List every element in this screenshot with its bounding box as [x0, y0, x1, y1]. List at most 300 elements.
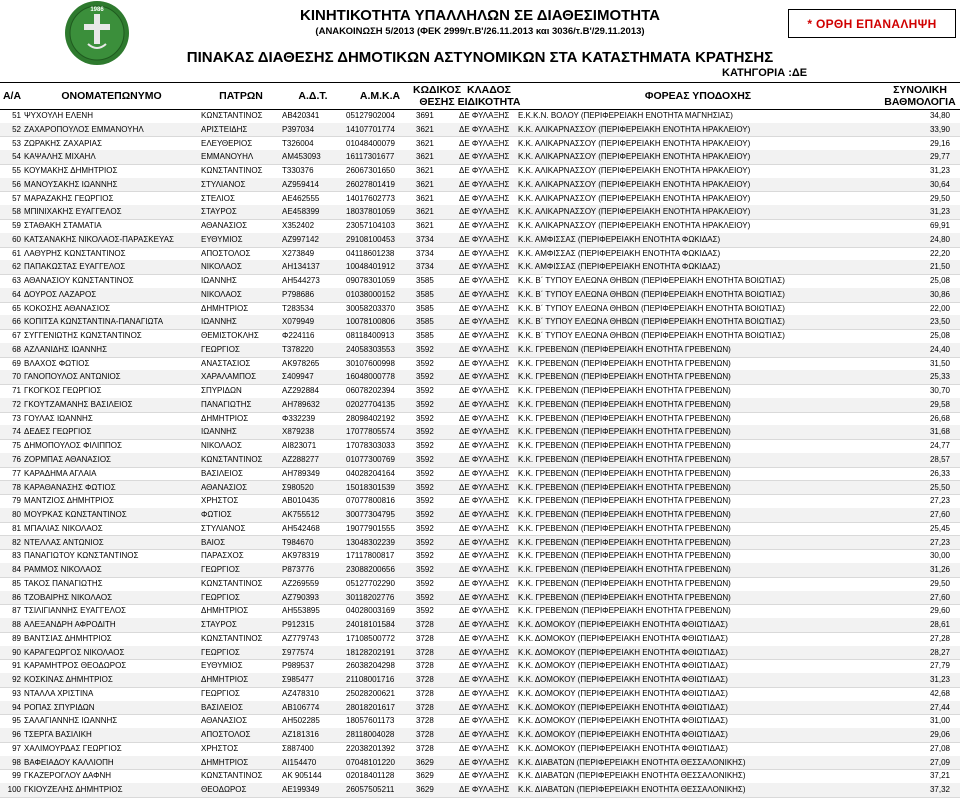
cell-aa: 86 — [12, 592, 21, 602]
cell-agency: Κ.Κ. ΑΛΙΚΑΡΝΑΣΣΟΥ (ΠΕΡΙΦΕΡΕΙΑΚΗ ΕΝΟΤΗΤΑ ΗΡΑΚΛΕΙΟΥ) — [518, 152, 751, 162]
table-row — [0, 536, 960, 551]
cell-position-code: 3629 — [416, 757, 434, 767]
cell-branch: ΔΕ ΦΥΛΑΞΗΣ — [459, 399, 510, 409]
cell-total-score: 25,50 — [929, 482, 950, 492]
cell-amka: 14107701774 — [346, 124, 395, 134]
table-row — [0, 508, 960, 523]
cell-aa: 73 — [12, 413, 21, 423]
cell-adt: Χ352402 — [282, 221, 315, 231]
cell-amka: 28098402192 — [346, 413, 395, 423]
cell-name: ΜΑΝΤΖΙΟΣ ΔΗΜΗΤΡΙΟΣ — [24, 496, 114, 506]
cell-total-score: 25,33 — [929, 372, 950, 382]
cell-name: ΚΑΡΑΔΗΜΑ ΑΓΛΑΙΑ — [24, 468, 97, 478]
table-row — [0, 219, 960, 234]
cell-adt: ΑΙ154470 — [282, 757, 317, 767]
table-row — [0, 288, 960, 303]
cell-adt: Φ332239 — [282, 413, 316, 423]
cell-branch: ΔΕ ΦΥΛΑΞΗΣ — [459, 523, 510, 533]
cell-father: ΑΠΟΣΤΟΛΟΣ — [201, 248, 251, 258]
table-row — [0, 728, 960, 743]
cell-agency: Κ.Κ. ΓΡΕΒΕΝΩΝ (ΠΕΡΙΦΕΡΕΙΑΚΗ ΕΝΟΤΗΤΑ ΓΡΕΒΕΝΩΝ) — [518, 565, 731, 575]
cell-name: ΡΑΜΜΟΣ ΝΙΚΟΛΑΟΣ — [24, 565, 102, 575]
cell-amka: 23088200656 — [346, 565, 395, 575]
cell-aa: 78 — [12, 482, 21, 492]
cell-adt: ΑΗ789349 — [282, 468, 320, 478]
cell-total-score: 28,57 — [929, 455, 950, 464]
table-row — [0, 109, 960, 124]
cell-father: ΔΗΜΗΤΡΙΟΣ — [201, 413, 249, 423]
cell-amka: 08118400913 — [346, 331, 395, 341]
cell-agency: Κ.Κ. Β΄ ΤΥΠΟΥ ΕΛΕΩΝΑ ΘΗΒΩΝ (ΠΕΡΙΦΕΡΕΙΑΚΗ ΕΝΟΤΗΤΑ ΒΟΙΩΤΙΑΣ) — [518, 317, 785, 327]
cell-position-code: 3592 — [416, 537, 434, 547]
cell-amka: 30077304795 — [346, 510, 395, 520]
cell-name: ΜΠΑΛΙΑΣ ΝΙΚΟΛΑΟΣ — [24, 523, 103, 533]
cell-agency: Κ.Κ. ΑΜΦΙΣΣΑΣ (ΠΕΡΙΦΕΡΕΙΑΚΗ ΕΝΟΤΗΤΑ ΦΩΚΙΔΑΣ) — [518, 262, 721, 272]
cell-adt: ΑΕ199349 — [282, 785, 320, 795]
cell-agency: Κ.Κ. ΓΡΕΒΕΝΩΝ (ΠΕΡΙΦΕΡΕΙΑΚΗ ΕΝΟΤΗΤΑ ΓΡΕΒΕΝΩΝ) — [518, 578, 731, 588]
cell-branch: ΔΕ ΦΥΛΑΞΗΣ — [459, 633, 510, 643]
cell-name: ΓΚΟΓΚΟΣ ΓΕΩΡΓΙΟΣ — [24, 386, 102, 396]
cell-amka: 24018101584 — [346, 620, 395, 630]
cell-aa: 89 — [12, 633, 21, 643]
cell-adt: ΑΚ755512 — [282, 510, 320, 520]
col-name: ΟΝΟΜΑΤΕΠΩΝΥΜΟ — [61, 90, 162, 102]
cell-position-code: 3728 — [416, 702, 434, 712]
cell-amka: 02018401128 — [346, 771, 395, 781]
cell-amka: 07048101220 — [346, 757, 395, 767]
cell-aa: 82 — [12, 537, 21, 547]
cell-position-code: 3585 — [416, 276, 434, 286]
table-row — [0, 522, 960, 537]
cell-aa: 60 — [12, 234, 21, 244]
cell-branch: ΔΕ ΦΥΛΑΞΗΣ — [459, 592, 510, 602]
table-row — [0, 646, 960, 661]
cell-adt: ΑΗ502285 — [282, 716, 320, 726]
cell-branch: ΔΕ ΦΥΛΑΞΗΣ — [459, 427, 510, 437]
table-row — [0, 577, 960, 592]
cell-adt: Σ887400 — [282, 743, 314, 753]
cell-father: ΣΤΥΛΙΑΝΟΣ — [201, 523, 246, 533]
cell-adt: Ρ989537 — [282, 661, 315, 671]
cell-father: ΔΗΜΗΤΡΙΟΣ — [201, 757, 249, 767]
cell-name: ΠΑΝΑΓΙΩΤΟΥ ΚΩΝΣΤΑΝΤΙΝΟΣ — [24, 551, 139, 561]
cell-total-score: 27,28 — [929, 633, 950, 643]
cell-agency: Κ.Κ. ΓΡΕΒΕΝΩΝ (ΠΕΡΙΦΕΡΕΙΑΚΗ ΕΝΟΤΗΤΑ ΓΡΕΒΕΝΩΝ) — [518, 537, 731, 547]
cell-name: ΜΟΥΡΚΑΣ ΚΩΝΣΤΑΝΤΙΝΟΣ — [24, 510, 127, 520]
cell-name: ΚΟΥΜΑΚΗΣ ΔΗΜΗΤΡΙΟΣ — [24, 166, 118, 176]
cell-father: ΓΕΩΡΓΙΟΣ — [201, 592, 240, 602]
cell-position-code: 3592 — [416, 413, 434, 423]
table-row — [0, 783, 960, 798]
cell-position-code: 3629 — [416, 785, 434, 795]
table-row — [0, 315, 960, 330]
cell-adt: Σ409947 — [282, 372, 314, 382]
cell-agency: Κ.Κ. ΓΡΕΒΕΝΩΝ (ΠΕΡΙΦΕΡΕΙΑΚΗ ΕΝΟΤΗΤΑ ΓΡΕΒΕΝΩΝ) — [518, 551, 731, 561]
cell-name: ΤΖΟΒΑΙΡΗΣ ΝΙΚΟΛΑΟΣ — [24, 592, 113, 602]
cell-amka: 28018201617 — [346, 702, 395, 712]
cell-father: ΝΙΚΟΛΑΟΣ — [201, 289, 242, 299]
cell-amka: 04118601238 — [346, 248, 395, 258]
cell-name: ΒΑΦΕΙΑΔΟΥ ΚΑΛΛΙΟΠΗ — [24, 757, 114, 767]
cell-position-code: 3621 — [416, 193, 434, 203]
cell-position-code: 3621 — [416, 207, 434, 217]
cell-amka: 05127702290 — [346, 578, 395, 588]
cell-agency: Κ.Κ. ΓΡΕΒΕΝΩΝ (ΠΕΡΙΦΕΡΕΙΑΚΗ ΕΝΟΤΗΤΑ ΓΡΕΒΕΝΩΝ) — [518, 606, 731, 616]
cell-branch: ΔΕ ΦΥΛΑΞΗΣ — [459, 455, 510, 464]
cell-agency: Κ.Κ. ΓΡΕΒΕΝΩΝ (ΠΕΡΙΦΕΡΕΙΑΚΗ ΕΝΟΤΗΤΑ ΓΡΕΒΕΝΩΝ) — [518, 399, 731, 409]
cell-branch: ΔΕ ΦΥΛΑΞΗΣ — [459, 496, 510, 506]
cell-father: ΝΙΚΟΛΑΟΣ — [201, 441, 242, 451]
cell-amka: 18128202191 — [346, 647, 395, 657]
cell-name: ΤΣΙΛΙΓΙΑΝΝΗΣ ΕΥΑΓΓΕΛΟΣ — [24, 606, 126, 616]
cell-name: ΚΟΚΟΣΗΣ ΑΘΑΝΑΣΙΟΣ — [24, 303, 111, 313]
cell-adt: ΑΖ790393 — [282, 592, 319, 602]
cell-aa: 92 — [12, 675, 21, 685]
cell-aa: 53 — [12, 138, 21, 148]
cell-agency: Κ.Κ. ΓΡΕΒΕΝΩΝ (ΠΕΡΙΦΕΡΕΙΑΚΗ ΕΝΟΤΗΤΑ ΓΡΕΒΕΝΩΝ) — [518, 372, 731, 382]
col-position-code-line2: ΘΕΣΗΣ — [419, 96, 455, 108]
document-title: ΚΙΝΗΤΙΚΟΤΗΤΑ ΥΠΑΛΛΗΛΩΝ ΣΕ ΔΙΑΘΕΣΙΜΟΤΗΤΑ — [300, 7, 660, 24]
table-row — [0, 398, 960, 413]
cell-agency: Κ.Κ. ΔΟΜΟΚΟΥ (ΠΕΡΙΦΕΡΕΙΑΚΗ ΕΝΟΤΗΤΑ ΦΘΙΩΤΙΔΑΣ) — [518, 633, 728, 643]
cell-father: ΚΩΝΣΤΑΝΤΙΝΟΣ — [201, 771, 263, 781]
emblem-year: 1986 — [90, 7, 104, 13]
cell-total-score: 31,23 — [929, 675, 950, 685]
cell-aa: 72 — [12, 399, 21, 409]
cell-adt: Τ326004 — [282, 138, 314, 148]
cell-father: ΑΡΙΣΤΕΙΔΗΣ — [201, 124, 248, 134]
cell-adt: Ρ873776 — [282, 565, 315, 575]
cell-total-score: 24,80 — [929, 234, 950, 244]
cell-adt: Χ879238 — [282, 427, 315, 437]
cell-amka: 23057104103 — [346, 221, 395, 231]
table-row — [0, 604, 960, 619]
table-row — [0, 412, 960, 427]
cell-adt: Σ985477 — [282, 675, 314, 685]
cell-adt: ΑΖ288277 — [282, 455, 319, 464]
cell-father: ΙΩΑΝΝΗΣ — [201, 427, 237, 437]
cell-adt: ΑΒ420341 — [282, 111, 320, 120]
cell-aa: 67 — [12, 331, 21, 341]
cell-name: ΣΤΑΘΑΚΗ ΣΤΑΜΑΤΙΑ — [24, 221, 102, 231]
cell-total-score: 29,58 — [929, 399, 950, 409]
table-row — [0, 260, 960, 275]
table-row — [0, 714, 960, 729]
cell-branch: ΔΕ ΦΥΛΑΞΗΣ — [459, 372, 510, 382]
cell-name: ΒΛΑΧΟΣ ΦΩΤΙΟΣ — [24, 358, 90, 368]
cell-agency: Κ.Κ. Β΄ ΤΥΠΟΥ ΕΛΕΩΝΑ ΘΗΒΩΝ (ΠΕΡΙΦΕΡΕΙΑΚΗ ΕΝΟΤΗΤΑ ΒΟΙΩΤΙΑΣ) — [518, 276, 785, 286]
cell-total-score: 24,40 — [929, 344, 950, 354]
cell-total-score: 27,08 — [929, 743, 950, 753]
table-row — [0, 425, 960, 440]
cell-adt: Χ273849 — [282, 248, 315, 258]
cell-agency: Κ.Κ. ΔΟΜΟΚΟΥ (ΠΕΡΙΦΕΡΕΙΑΚΗ ΕΝΟΤΗΤΑ ΦΘΙΩΤΙΔΑΣ) — [518, 675, 728, 685]
cell-name: ΑΖΛΑΝΙΔΗΣ ΙΩΑΝΝΗΣ — [24, 344, 108, 354]
cell-total-score: 26,33 — [929, 468, 950, 478]
cell-agency: Κ.Κ. ΔΟΜΟΚΟΥ (ΠΕΡΙΦΕΡΕΙΑΚΗ ΕΝΟΤΗΤΑ ΦΘΙΩΤΙΔΑΣ) — [518, 688, 728, 698]
cell-aa: 58 — [12, 207, 21, 217]
cell-aa: 57 — [12, 193, 21, 203]
cell-name: ΖΩΡΑΚΗΣ ΖΑΧΑΡΙΑΣ — [24, 138, 102, 148]
cell-adt: ΑΙ823071 — [282, 441, 317, 451]
cell-total-score: 31,50 — [929, 358, 950, 368]
cell-aa: 81 — [12, 523, 21, 533]
cell-amka: 16117301677 — [346, 152, 395, 162]
cell-agency: Κ.Κ. ΑΛΙΚΑΡΝΑΣΣΟΥ (ΠΕΡΙΦΕΡΕΙΑΚΗ ΕΝΟΤΗΤΑ ΗΡΑΚΛΕΙΟΥ) — [518, 124, 751, 134]
table-header — [0, 82, 960, 110]
cell-branch: ΔΕ ΦΥΛΑΞΗΣ — [459, 413, 510, 423]
cell-position-code: 3592 — [416, 496, 434, 506]
cell-amka: 30118202776 — [346, 592, 395, 602]
cell-position-code: 3728 — [416, 661, 434, 671]
cell-total-score: 33,90 — [929, 124, 950, 134]
cell-branch: ΔΕ ΦΥΛΑΞΗΣ — [459, 179, 510, 189]
cell-position-code: 3585 — [416, 317, 434, 327]
cell-total-score: 30,00 — [929, 551, 950, 561]
cell-total-score: 37,32 — [929, 785, 950, 795]
cell-father: ΕΛΕΥΘΕΡΙΟΣ — [201, 138, 253, 148]
cell-aa: 62 — [12, 262, 21, 272]
cell-agency: Κ.Κ. ΑΜΦΙΣΣΑΣ (ΠΕΡΙΦΕΡΕΙΑΚΗ ΕΝΟΤΗΤΑ ΦΩΚΙΔΑΣ) — [518, 248, 721, 258]
cell-father: ΚΩΝΣΤΑΝΤΙΝΟΣ — [201, 633, 263, 643]
cell-father: ΣΤΥΛΙΑΝΟΣ — [201, 179, 246, 189]
cell-father: ΑΠΟΣΤΟΛΟΣ — [201, 730, 251, 740]
cell-adt: ΑΖ959414 — [282, 179, 319, 189]
cell-name: ΧΑΛΙΜΟΥΡΔΑΣ ΓΕΩΡΓΙΟΣ — [24, 743, 122, 753]
cell-position-code: 3734 — [416, 248, 434, 258]
table-row — [0, 123, 960, 138]
correction-badge: * ΟΡΘΗ ΕΠΑΝΑΛΗΨΗ — [788, 9, 956, 38]
cell-position-code: 3734 — [416, 262, 434, 272]
cell-amka: 18037801059 — [346, 207, 395, 217]
cell-aa: 95 — [12, 716, 21, 726]
cell-branch: ΔΕ ΦΥΛΑΞΗΣ — [459, 757, 510, 767]
cell-adt: ΑΒ106774 — [282, 702, 320, 712]
cell-position-code: 3585 — [416, 331, 434, 341]
table-row — [0, 233, 960, 248]
cell-position-code: 3621 — [416, 138, 434, 148]
cell-position-code: 3734 — [416, 234, 434, 244]
cell-agency: Κ.Κ. ΔΟΜΟΚΟΥ (ΠΕΡΙΦΕΡΕΙΑΚΗ ΕΝΟΤΗΤΑ ΦΘΙΩΤΙΔΑΣ) — [518, 730, 728, 740]
table-row — [0, 563, 960, 578]
cell-position-code: 3691 — [416, 111, 434, 120]
col-total-score-line2: ΒΑΘΜΟΛΟΓΙΑ — [884, 96, 956, 108]
cell-position-code: 3728 — [416, 716, 434, 726]
cell-total-score: 29,60 — [929, 606, 950, 616]
cell-aa: 94 — [12, 702, 21, 712]
table-row — [0, 453, 960, 468]
cell-adt: Χ079949 — [282, 317, 315, 327]
cell-branch: ΔΕ ΦΥΛΑΞΗΣ — [459, 468, 510, 478]
table-row — [0, 192, 960, 207]
cell-aa: 52 — [12, 124, 21, 134]
cell-position-code: 3621 — [416, 179, 434, 189]
cell-amka: 07077800816 — [346, 496, 395, 506]
cell-amka: 19077901555 — [346, 523, 395, 533]
cell-amka: 24058303553 — [346, 344, 395, 354]
cell-aa: 56 — [12, 179, 21, 189]
table-row — [0, 769, 960, 784]
cell-total-score: 22,20 — [929, 248, 950, 258]
table-row — [0, 632, 960, 647]
cell-agency: Κ.Κ. ΔΙΑΒΑΤΩΝ (ΠΕΡΙΦΕΡΕΙΑΚΗ ΕΝΟΤΗΤΑ ΘΕΣΣΑΛΟΝΙΚΗΣ) — [518, 771, 746, 781]
cell-branch: ΔΕ ΦΥΛΑΞΗΣ — [459, 166, 510, 176]
cell-branch: ΔΕ ΦΥΛΑΞΗΣ — [459, 386, 510, 396]
cell-branch: ΔΕ ΦΥΛΑΞΗΣ — [459, 771, 510, 781]
cell-aa: 71 — [12, 386, 21, 396]
cell-agency: Ε.Κ.Κ.Ν. ΒΟΛΟΥ (ΠΕΡΙΦΕΡΕΙΑΚΗ ΕΝΟΤΗΤΑ ΜΑΓΝΗΣΙΑΣ) — [518, 111, 733, 120]
cell-adt: ΑΗ134137 — [282, 262, 320, 272]
cell-agency: Κ.Κ. ΑΛΙΚΑΡΝΑΣΣΟΥ (ΠΕΡΙΦΕΡΕΙΑΚΗ ΕΝΟΤΗΤΑ ΗΡΑΚΛΕΙΟΥ) — [518, 193, 751, 203]
cell-aa: 100 — [7, 785, 21, 795]
cell-aa: 64 — [12, 289, 21, 299]
cell-total-score: 42,68 — [929, 688, 950, 698]
cell-agency: Κ.Κ. ΔΟΜΟΚΟΥ (ΠΕΡΙΦΕΡΕΙΑΚΗ ΕΝΟΤΗΤΑ ΦΘΙΩΤΙΔΑΣ) — [518, 716, 728, 726]
cell-position-code: 3728 — [416, 675, 434, 685]
cell-aa: 88 — [12, 620, 21, 630]
table-row — [0, 370, 960, 385]
table-row — [0, 742, 960, 757]
cell-agency: Κ.Κ. ΑΛΙΚΑΡΝΑΣΣΟΥ (ΠΕΡΙΦΕΡΕΙΑΚΗ ΕΝΟΤΗΤΑ ΗΡΑΚΛΕΙΟΥ) — [518, 166, 751, 176]
cell-name: ΡΟΠΑΣ ΣΠΥΡΙΔΩΝ — [24, 702, 95, 712]
cell-total-score: 31,68 — [929, 427, 950, 437]
cell-aa: 51 — [12, 111, 21, 120]
cell-amka: 02027704135 — [346, 399, 395, 409]
cell-name: ΚΑΤΣΑΝΑΚΗΣ ΝΙΚΟΛΑΟΣ-ΠΑΡΑΣΚΕΥΑΣ — [24, 234, 174, 244]
cell-name: ΜΑΡΑΖΑΚΗΣ ΓΕΩΡΓΙΟΣ — [24, 193, 114, 203]
cell-father: ΔΗΜΗΤΡΙΟΣ — [201, 303, 249, 313]
cell-name: ΑΛΕΞΑΝΔΡΗ ΑΦΡΟΔΙΤΗ — [24, 620, 116, 630]
cell-amka: 30107600998 — [346, 358, 395, 368]
table-row — [0, 687, 960, 702]
cell-father: ΣΤΑΥΡΟΣ — [201, 620, 237, 630]
cell-position-code: 3585 — [416, 303, 434, 313]
cell-branch: ΔΕ ΦΥΛΑΞΗΣ — [459, 716, 510, 726]
cell-total-score: 24,77 — [929, 441, 950, 451]
cell-adt: ΑΚ978319 — [282, 551, 320, 561]
cell-name: ΤΑΚΟΣ ΠΑΝΑΓΙΩΤΗΣ — [24, 578, 103, 588]
cell-name: ΚΟΠΙΤΣΑ ΚΩΝΣΤΑΝΤΙΝΑ-ΠΑΝΑΓΙΩΤΑ — [24, 317, 164, 327]
cell-father: ΧΑΡΑΛΑΜΠΟΣ — [201, 372, 257, 382]
cell-adt: Τ984670 — [282, 537, 314, 547]
col-total-score-line1: ΣΥΝΟΛΙΚΗ — [893, 84, 947, 96]
cell-branch: ΔΕ ΦΥΛΑΞΗΣ — [459, 358, 510, 368]
cell-total-score: 22,00 — [929, 303, 950, 313]
cell-branch: ΔΕ ΦΥΛΑΞΗΣ — [459, 743, 510, 753]
cell-name: ΣΑΛΑΓΙΑΝΝΗΣ ΙΩΑΝΝΗΣ — [24, 716, 118, 726]
cell-position-code: 3592 — [416, 427, 434, 437]
cell-name: ΚΑΡΑΓΕΩΡΓΟΣ ΝΙΚΟΛΑΟΣ — [24, 647, 125, 657]
cell-father: ΠΑΝΑΓΙΩΤΗΣ — [201, 399, 252, 409]
cell-amka: 06078202394 — [346, 386, 395, 396]
cell-position-code: 3592 — [416, 386, 434, 396]
category-label: ΚΑΤΗΓΟΡΙΑ :ΔΕ — [722, 67, 808, 79]
cell-father: ΓΕΩΡΓΙΟΣ — [201, 565, 240, 575]
cell-total-score: 27,23 — [929, 537, 950, 547]
cell-position-code: 3592 — [416, 441, 434, 451]
cell-name: ΝΤΕΛΛΑΣ ΑΝΤΩΝΙΟΣ — [24, 537, 104, 547]
cell-name: ΔΟΥΡΟΣ ΛΑΖΑΡΟΣ — [24, 289, 97, 299]
cell-branch: ΔΕ ΦΥΛΑΞΗΣ — [459, 138, 510, 148]
table-row — [0, 481, 960, 496]
cell-father: ΠΑΡΑΣΧΟΣ — [201, 551, 244, 561]
cell-position-code: 3592 — [416, 344, 434, 354]
cell-agency: Κ.Κ. ΓΡΕΒΕΝΩΝ (ΠΕΡΙΦΕΡΕΙΑΚΗ ΕΝΟΤΗΤΑ ΓΡΕΒΕΝΩΝ) — [518, 468, 731, 478]
cell-father: ΧΡΗΣΤΟΣ — [201, 743, 239, 753]
cell-position-code: 3592 — [416, 578, 434, 588]
cell-aa: 69 — [12, 358, 21, 368]
table-row — [0, 178, 960, 193]
cell-amka: 26027801419 — [346, 179, 395, 189]
cell-total-score: 29,16 — [929, 138, 950, 148]
cell-position-code: 3728 — [416, 743, 434, 753]
cell-branch: ΔΕ ΦΥΛΑΞΗΣ — [459, 289, 510, 299]
cell-branch: ΔΕ ΦΥΛΑΞΗΣ — [459, 248, 510, 258]
cell-branch: ΔΕ ΦΥΛΑΞΗΣ — [459, 152, 510, 162]
cell-branch: ΔΕ ΦΥΛΑΞΗΣ — [459, 565, 510, 575]
cell-agency: Κ.Κ. ΓΡΕΒΕΝΩΝ (ΠΕΡΙΦΕΡΕΙΑΚΗ ΕΝΟΤΗΤΑ ΓΡΕΒΕΝΩΝ) — [518, 413, 731, 423]
cell-agency: Κ.Κ. ΔΟΜΟΚΟΥ (ΠΕΡΙΦΕΡΕΙΑΚΗ ΕΝΟΤΗΤΑ ΦΘΙΩΤΙΔΑΣ) — [518, 661, 728, 671]
cell-agency: Κ.Κ. ΔΟΜΟΚΟΥ (ΠΕΡΙΦΕΡΕΙΑΚΗ ΕΝΟΤΗΤΑ ΦΘΙΩΤΙΔΑΣ) — [518, 743, 728, 753]
table-row — [0, 756, 960, 771]
cell-position-code: 3592 — [416, 358, 434, 368]
cell-branch: ΔΕ ΦΥΛΑΞΗΣ — [459, 317, 510, 327]
cell-agency: Κ.Κ. ΓΡΕΒΕΝΩΝ (ΠΕΡΙΦΕΡΕΙΑΚΗ ΕΝΟΤΗΤΑ ΓΡΕΒΕΝΩΝ) — [518, 482, 731, 492]
table-row — [0, 150, 960, 165]
cell-branch: ΔΕ ΦΥΛΑΞΗΣ — [459, 537, 510, 547]
cell-father: ΑΝΑΣΤΑΣΙΟΣ — [201, 358, 251, 368]
cell-name: ΚΟΣΚΙΝΑΣ ΔΗΜΗΤΡΙΟΣ — [24, 675, 113, 685]
cell-adt: ΑΖ997142 — [282, 234, 319, 244]
cell-agency: Κ.Κ. ΓΡΕΒΕΝΩΝ (ΠΕΡΙΦΕΡΕΙΑΚΗ ΕΝΟΤΗΤΑ ΓΡΕΒΕΝΩΝ) — [518, 455, 731, 464]
cell-father: ΙΩΑΝΝΗΣ — [201, 276, 237, 286]
cell-branch: ΔΕ ΦΥΛΑΞΗΣ — [459, 510, 510, 520]
cell-agency: Κ.Κ. ΓΡΕΒΕΝΩΝ (ΠΕΡΙΦΕΡΕΙΑΚΗ ΕΝΟΤΗΤΑ ΓΡΕΒΕΝΩΝ) — [518, 496, 731, 506]
cell-total-score: 30,70 — [929, 386, 950, 396]
cell-total-score: 26,68 — [929, 413, 950, 423]
cell-amka: 04028204164 — [346, 468, 395, 478]
table-row — [0, 591, 960, 606]
cell-aa: 61 — [12, 248, 21, 258]
cell-father: ΑΘΑΝΑΣΙΟΣ — [201, 482, 248, 492]
cell-amka: 13048302239 — [346, 537, 395, 547]
cell-branch: ΔΕ ΦΥΛΑΞΗΣ — [459, 221, 510, 231]
cell-aa: 90 — [12, 647, 21, 657]
cell-total-score: 23,50 — [929, 317, 950, 327]
cell-aa: 66 — [12, 317, 21, 327]
cell-position-code: 3728 — [416, 647, 434, 657]
cell-father: ΧΡΗΣΤΟΣ — [201, 496, 239, 506]
cell-name: ΚΑΡΑΘΑΝΑΣΗΣ ΦΩΤΙΟΣ — [24, 482, 116, 492]
cell-branch: ΔΕ ΦΥΛΑΞΗΣ — [459, 702, 510, 712]
cell-aa: 97 — [12, 743, 21, 753]
cell-aa: 65 — [12, 303, 21, 313]
cell-father: ΚΩΝΣΤΑΝΤΙΝΟΣ — [201, 166, 263, 176]
cell-total-score: 27,60 — [929, 592, 950, 602]
cell-adt: ΑΖ478310 — [282, 688, 319, 698]
col-total-score — [880, 83, 960, 109]
col-father: ΠΑΤΡΩΝ — [219, 90, 263, 102]
cell-agency: Κ.Κ. ΑΛΙΚΑΡΝΑΣΣΟΥ (ΠΕΡΙΦΕΡΕΙΑΚΗ ΕΝΟΤΗΤΑ ΗΡΑΚΛΕΙΟΥ) — [518, 138, 751, 148]
cell-father: ΒΑΣΙΛΕΙΟΣ — [201, 702, 243, 712]
table-row — [0, 549, 960, 564]
col-position-code-line1: ΚΩΔΙΚΟΣ — [412, 84, 462, 96]
table-row — [0, 357, 960, 372]
cell-agency: Κ.Κ. ΔΟΜΟΚΟΥ (ΠΕΡΙΦΕΡΕΙΑΚΗ ΕΝΟΤΗΤΑ ΦΘΙΩΤΙΔΑΣ) — [518, 647, 728, 657]
cell-aa: 76 — [12, 455, 21, 464]
table-row — [0, 274, 960, 289]
cell-total-score: 31,23 — [929, 207, 950, 217]
